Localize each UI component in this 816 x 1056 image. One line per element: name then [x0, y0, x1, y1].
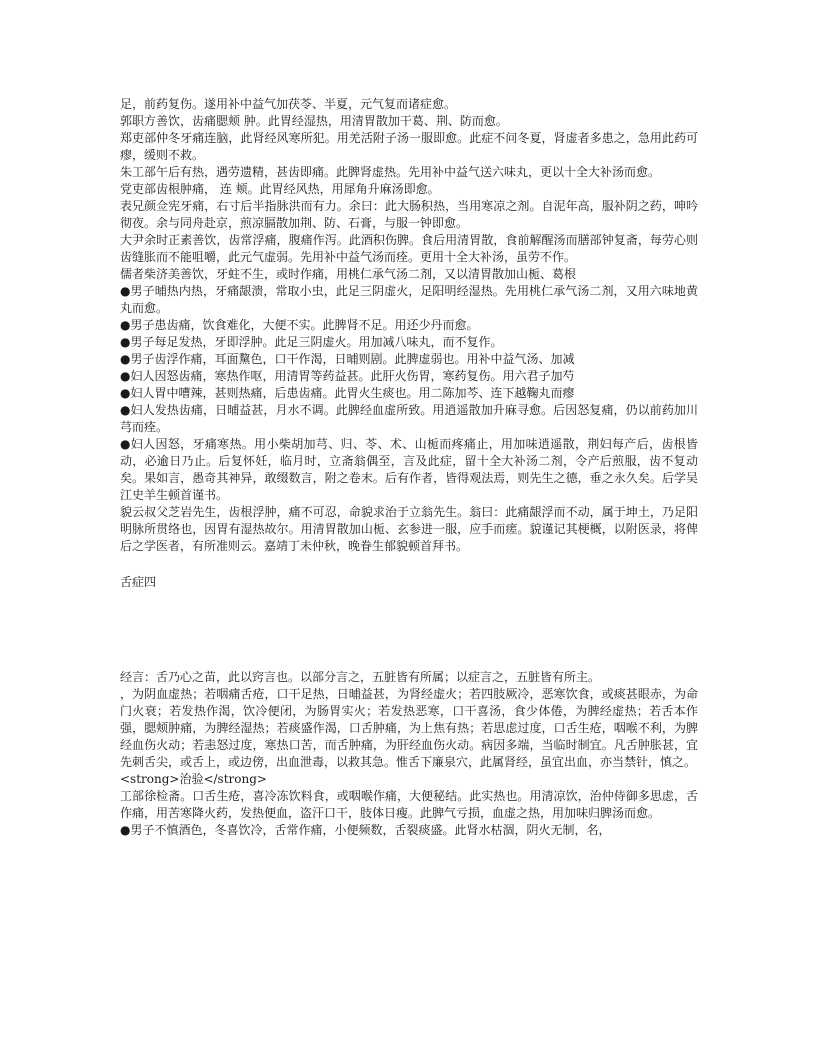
paragraph: 工部徐检斋。口舌生疮，喜冷冻饮料食，或咽喉作痛，大便秘结。此实热也。用清凉饮，治仲侍御多思虑，舌作痛，用苦寒降火药，发热便血，盗汗口干，肢体日瘦。此脾气亏损，血虚之热，用加味归脾汤而愈。 [120, 789, 698, 820]
paragraph: 经言：舌乃心之苗，此以窍言也。以部分言之，五脏皆有所属；以症言之，五脏皆有所主。 [120, 670, 601, 684]
paragraph: ，为阴血虚热；若咽痛舌疮，口干足热，日晡益甚，为肾经虚火；若四肢厥冷，恶寒饮食，或痰甚眼赤，为命门火衰；若发热作渴，饮冷便闭，为肠胃实火；若发热恶寒，口干喜汤，食少体倦，为脾经虚热；若舌本作强，腮颊肿痛，为脾经湿热；若痰盛作渴，口舌肿痛，为上焦有热；若思虑过度，口舌生疮，咽喉不利，为脾经血伤火动；若恚怒过度，寒热口苦，而舌肿痛，为肝经血伤火动。病因多端，当临时制宜。凡舌肿胀甚，宜先刺舌尖，或舌上，或边傍，出血泄毒，以救其急。惟舌下廉泉穴，此属肾经，虽宜出血，亦当禁针，慎之。 [120, 687, 698, 769]
case-item: ●妇人胃中嘈辣，甚则热痛，后患齿痛。此胃火生痰也。用二陈加芩、连下越鞠丸而瘳 [120, 386, 575, 400]
paragraph: 儒者柴济美善饮，牙蛀不生，或时作痛，用桃仁承气汤二剂，又以清胃散加山栀、葛根 [120, 267, 577, 281]
document-page [120, 96, 698, 839]
case-item: ●妇人因怒，牙痛寒热。用小柴胡加芎、归、苓、术、山栀而疼痛止，用加味逍遥散，荆妇每产后，齿根皆动，必逾日乃止。后复怀妊，临月时，立斋翁偶至，言及此症，留十全大补汤二剂，令产后煎服，齿不复动矣。果如言，愚奇其神异，敢缀数言，附之卷末。后有作者，皆得观法焉，则先生之德，垂之永久矣。后学吴江史羊生顿首谨书。 [120, 437, 698, 502]
section-tooth-cases [120, 96, 698, 555]
case-item: ●男子不慎酒色，冬喜饮冷，舌常作痛，小便频数，舌裂痰盛。此肾水枯涸，阴火无制，名， [120, 823, 611, 837]
paragraph: 表兄颜佥宪牙痛，右寸后半指脉洪而有力。余曰：此大肠积热，当用寒凉之剂。自泥年高，服补阴之药，呻吟彻夜。余与同舟赴京，煎凉膈散加荆、防、石膏，与服一钟即愈。 [120, 199, 698, 230]
section-heading: 舌症四 [120, 575, 157, 589]
case-item: ●男子患齿痛，饮食难化，大便不实。此脾肾不足。用还少丹而愈。 [120, 318, 479, 332]
paragraph: 党吏部齿根肿痛， 连 颊。此胃经风热，用犀角升麻汤即愈。 [120, 182, 440, 196]
case-item: ●男子齿浮作痛，耳面黧色，口干作渴，日晡则剧。此脾虚弱也。用补中益气汤、加减 [120, 352, 575, 366]
paragraph: 郑吏部仲冬牙痛连脑，此肾经风寒所犯。用羌活附子汤一服即愈。此症不问冬夏，肾虚者多患之，急用此药可瘳，缓则不救。 [120, 131, 698, 162]
paragraph: 足，前药复伤。遂用补中益气加茯苓、半夏，元气复而诸症愈。 [120, 97, 457, 111]
case-item: ●男子每足发热，牙即浮肿。此足三阴虚火。用加减八味丸，而不复作。 [120, 335, 503, 349]
paragraph: 貌云叔父芝岩先生，齿根浮肿，痛不可忍，命貌求治于立翁先生。翁曰：此痛龈浮而不动，属于坤土，乃足阳明脉所贯络也，因胃有湿热故尔。用清胃散加山栀、玄参进一服，应手而瘥。貌谨记其梗概，以附医录，将俾后之学医者，有所准则云。嘉靖丁未仲秋，晚眷生郁貌顿首拜书。 [120, 505, 698, 553]
section-tongue [120, 669, 698, 839]
case-item: ●男子晡热内热，牙痛龈溃，常取小虫，此足三阴虚火，足阳明经湿热。先用桃仁承气汤二剂，又用六味地黄丸而愈。 [120, 284, 698, 315]
paragraph: 郭职方善饮，齿痛腮颊 肿。此胃经湿热，用清胃散加干葛、荆、防而愈。 [120, 114, 508, 128]
case-item: ●妇人发热齿痛，日晡益甚，月水不调。此脾经血虚所致。用逍遥散加升麻寻愈。后因怒复痛，仍以前药加川芎而痊。 [120, 403, 698, 434]
subheading-raw-tag: <strong>治验</strong> [120, 772, 267, 786]
case-item: ●妇人因怒齿痛，寒热作呕，用清胃等药益甚。此肝火伤胃，寒药复伤。用六君子加芍 [120, 369, 575, 383]
paragraph: 朱工部午后有热，遇劳遗精，甚齿即痛。此脾肾虚热。先用补中益气送六味丸，更以十全大补汤而愈。 [120, 165, 661, 179]
paragraph: 大尹余时正素善饮，齿常浮痛，腹痛作泻。此酒积伤脾。食后用清胃散，食前解醒汤而膳部钟复斋，每劳心则齿缝胀而不能咀嚼，此元气虚弱。先用补中益气汤而痊。更用十全大补汤，虽劳不作。 [120, 233, 698, 264]
